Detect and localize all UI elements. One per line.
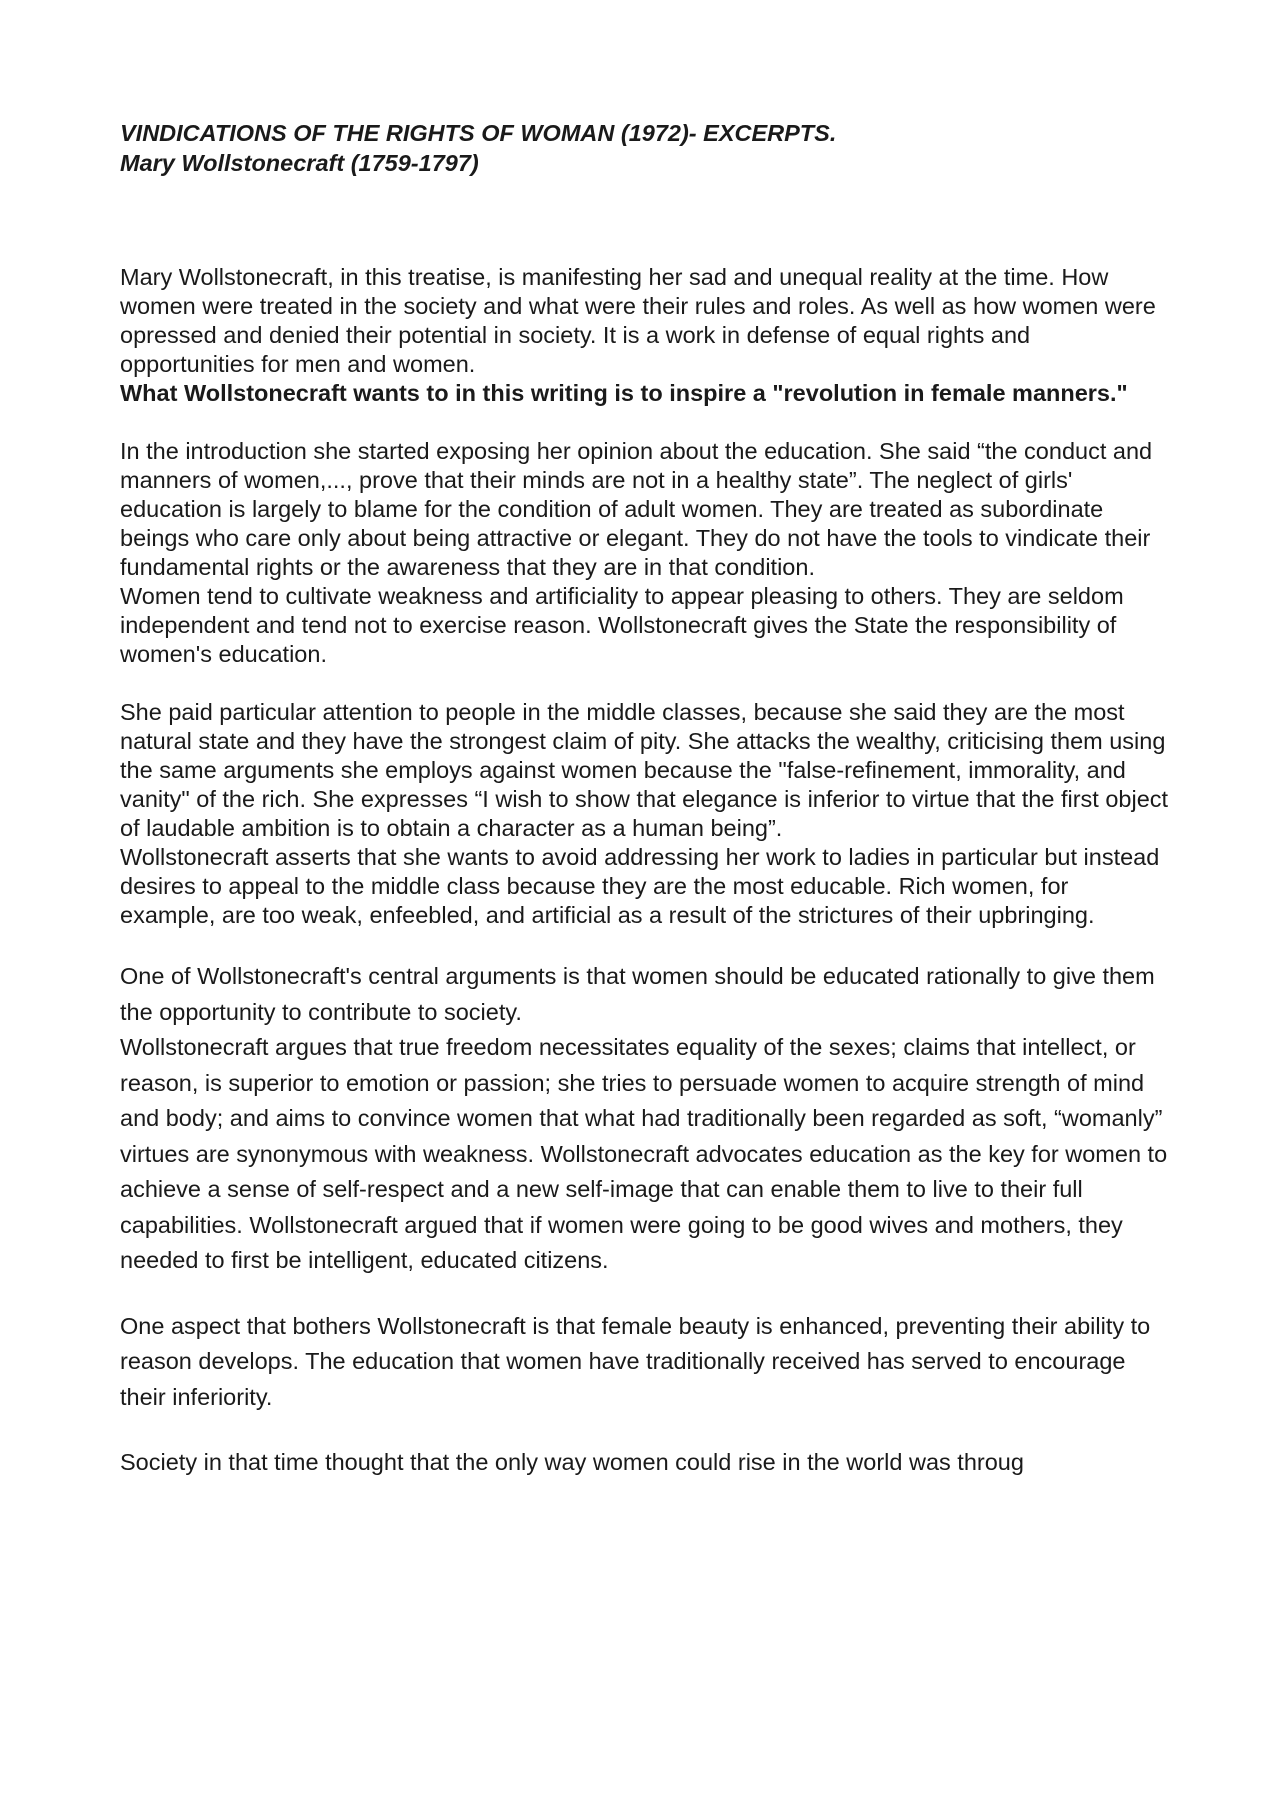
paragraph-weakness: Women tend to cultivate weakness and artificiality to appear pleasing to others. They are seldom independent and tend not to exercise reason. Wollstonecraft gives the State the responsibility of women's education. (120, 583, 1124, 667)
paragraph-beauty: One aspect that bothers Wollstonecraft is that female beauty is enhanced, preventing their ability to reason develops. The education that women have traditionally received has served to encourage their inferiority. (120, 1312, 1151, 1410)
paragraph-audience: Wollstonecraft asserts that she wants to avoid addressing her work to ladies in particular but instead desires to appeal to the middle class because they are the most educable. Rich women, for example, are too weak, enfeebled, and artificial as a result of the strictures of their upbringing. (120, 844, 1160, 928)
paragraph-thesis: What Wollstonecraft wants to in this writing is to inspire a "revolution in female manners." (120, 380, 1128, 406)
paragraph-freedom: Wollstonecraft argues that true freedom necessitates equality of the sexes; claims that intellect, or reason, is superior to emotion or passion; she tries to persuade women to acquire strength of mind and body; and aims to convince women that what had traditionally been regarded as soft, “womanly” virtues are synonymous with weakness. Wollstonecraft advocates education as the key for women to achieve a sense of self-respect and a new self-image that can enable them to live to their full capabilities. Wollstonecraft argued that if women were going to be good wives and mothers, they needed to first be intelligent, educated citizens. (120, 1034, 1168, 1273)
paragraph-society: Society in that time thought that the only way women could rise in the world was throug (120, 1449, 1024, 1475)
document-title: VINDICATIONS OF THE RIGHTS OF WOMAN (1972)- EXCERPTS. (120, 120, 837, 146)
document-author: Mary Wollstonecraft (1759-1797) (120, 150, 479, 176)
paragraph-education: In the introduction she started exposing her opinion about the education. She said “the conduct and manners of women,..., prove that their minds are not in a healthy state”. The neglect of girls' education is largely to blame for the condition of adult women. They are treated as subordinate beings who care only about being attractive or elegant. They do not have the tools to vindicate their fundamental rights or the awareness that they are in that condition. (120, 438, 1153, 580)
paragraph-middle-classes: She paid particular attention to people in the middle classes, because she said they are the most natural state and they have the strongest claim of pity. She attacks the wealthy, criticising them using the same arguments she employs against women because the "false-refinement, immorality, and vanity" of the rich. She expresses “I wish to show that elegance is inferior to virtue that the first object of laudable ambition is to obtain a character as a human being”. (120, 699, 1169, 841)
paragraph-intro: Mary Wollstonecraft, in this treatise, is manifesting her sad and unequal reality at the time. How women were treated in the society and what were their rules and roles. As well as how women were opressed and denied their potential in society. It is a work in defense of equal rights and opportunities for men and women. (120, 264, 1156, 377)
paragraph-central-argument: One of Wollstonecraft's central arguments is that women should be educated rationally to give them the opportunity to contribute to society. (120, 963, 1155, 1025)
document-body (120, 118, 1170, 1481)
